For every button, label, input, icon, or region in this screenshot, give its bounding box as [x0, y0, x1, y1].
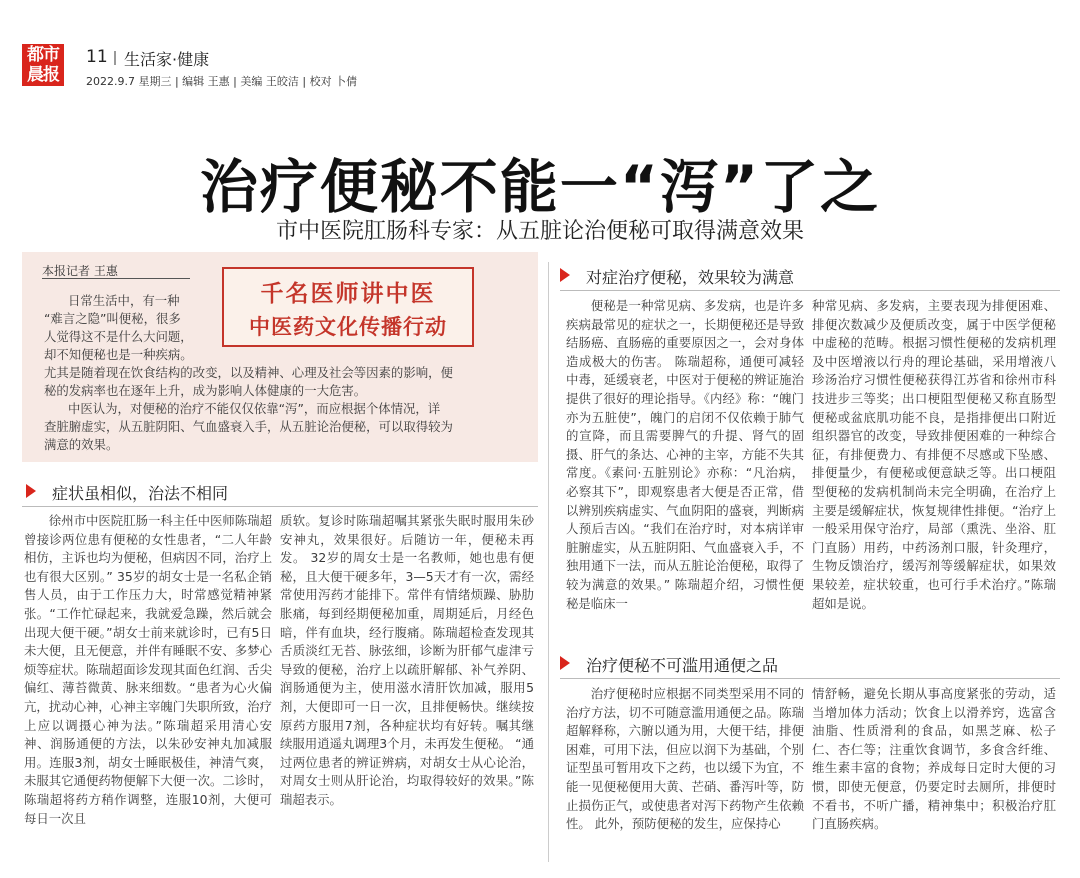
stamp-line-1: 千名医师讲中医	[260, 281, 436, 307]
lead-line: “难言之隐”叫便秘，很多	[44, 311, 181, 326]
section-marker	[26, 484, 36, 498]
newspaper-logo	[22, 44, 64, 86]
subheadline: 市中医院肛肠科专家：从五脏论治便秘可取得满意效果	[275, 219, 804, 244]
lead-line: 却不知便秘也是一种疾病。	[44, 347, 193, 362]
section-rule	[560, 678, 1060, 679]
body-column: 徐州市中医院肛肠一科主任中医师陈瑞超曾接诊两位患有便秘的女性患者，“二人年龄相仿，主诉也均为便秘，但病因不同，治疗上也有很大区别。” 35岁的胡女士是一名私企销售人员，由于工作压力大，时常感觉精神紧张。“工作忙碌起来，我就爱急躁，然后就会出现大便干硬。”胡女士前来就诊时，已有5日未大便，且无便意，并伴有睡眠不安、多梦心烦等症状。陈瑞超面诊发现其面色红润、舌尖偏红、薄苔微黄、脉来细数。“患者为心火偏亢，扰动心神，心神主宰魄门失职所致，治疗上应以调摄心神为法。”陈瑞超采用清心安神、润肠通便的方法，以朱砂安神丸加减服用。连服3剂，胡女士睡眠极佳，神清气爽，未服其它通便药物便解下大便一次。二诊时，陈瑞超将药方稍作调整，连服10剂，大便可每日一次且	[24, 513, 272, 826]
section-title: 对症治疗便秘，效果较为满意	[586, 268, 795, 287]
section-rule	[22, 506, 538, 507]
lead-line: 日常生活中，有一种	[68, 293, 180, 308]
logo-line-1: 都市	[27, 45, 59, 65]
headline: 治疗便秘不能一“泻”了之	[199, 153, 881, 221]
lead-line: 满意的效果。	[44, 437, 119, 452]
section-title: 症状虽相似，治法不相同	[52, 484, 229, 503]
section-marker	[560, 656, 570, 670]
campaign-stamp	[222, 267, 474, 347]
body-column: 便秘是一种常见病、多发病，也是许多疾病最常见的症状之一，长期便秘还是导致结肠癌、直肠癌的重要原因之一，会对身体造成极大的伤害。 陈瑞超称，通便可减轻中毒，延缓衰老，中医对于便秘的辨证施治提供了很好的理论指导。《内经》称：“魄门亦为五脏使”，魄门的启闭不仅依赖于肺气的宣降，而且需要脾气的升提、肾气的固摄、肝气的条达、心神的主宰，方能不失其常度。《素问·五脏别论》亦称：“凡治病，必察其下”，即观察患者大便是否正常，借以辨别疾病虚实、气血阴阳的盛衰，判断病人预后吉凶。“我们在治疗时，对本病详审脏腑虚实，从五脏阴阳、气血盛衰入手，不独用通下一法，而从五脏论治便秘，取得了较为满意的效果。” 陈瑞超介绍，习惯性便秘是临床一	[566, 298, 804, 611]
column-divider	[548, 262, 549, 862]
byline-rule	[42, 278, 190, 279]
section-rule	[560, 290, 1060, 291]
section-marker	[560, 268, 570, 282]
body-column: 质软。复诊时陈瑞超嘱其紧张失眠时服用朱砂安神丸，效果很好。后随访一年，便秘未再发。 32岁的周女士是一名教师，她也患有便秘，且大便干硬多年，3—5天才有一次，需经常使用泻药才能排下。常伴有情绪烦躁、胁肋胀痛，每到经期便秘加重，周期延后，月经色暗，伴有血块，经行腹痛。陈瑞超检查发现其舌质淡红无苔、脉弦细，诊断为肝郁气虚津亏导致的便秘，治疗上以疏肝解郁、补气养阴、润肠通便为主，使用滋水清肝饮加减，服用5剂，大便即可一日一次，且排便畅快。继续按原药方服用7剂，各种症状均有好转。嘱其继续服用逍遥丸调理3个月，未再发生便秘。 “通过两位患者的辨证辨病，对胡女士从心论治，对周女士则从肝论治，均取得较好的效果。”陈瑞超表示。	[280, 513, 534, 807]
logo-line-2: 晨报	[27, 65, 59, 85]
lead-line: 人觉得这不是什么大问题，	[44, 329, 193, 344]
body-column: 治疗便秘时应根据不同类型采用不同的治疗方法，切不可随意滥用通便之品。陈瑞超解释称，六腑以通为用，大便干结，排便困难，可用下法，但应以润下为基础，个别证型虽可暂用攻下之药，也以缓下为宜，不能一见便秘便用大黄、芒硝、番泻叶等，防止损伤正气，或使患者对泻下药物产生依赖性。 此外，预防便秘的发生，应保持心	[566, 686, 804, 832]
section-name: 生活家·健康	[124, 50, 210, 69]
lead-line: 查脏腑虚实，从五脏阴阳、气血盛衰入手，从五脏论治便秘，可以取得较为	[44, 419, 453, 434]
masthead-separator	[114, 51, 116, 65]
body-column: 种常见病、多发病，主要表现为排便困难、排便次数减少及便质改变，属于中医学便秘中虚秘的范畴。根据习惯性便秘的发病机理及中医增液以行舟的理论基础，采用增液八珍汤治疗习惯性便秘获得江苏省和徐州市科技进步三等奖；出口梗阻型便秘又称直肠型便秘或盆底肌功能不良，是指排便出口附近组织器官的改变，导致排便困难的一种综合征，有排便费力、有排便不尽感或下坠感、排便量少，有便秘或便意缺乏等。出口梗阻型便秘的发病机制尚未完全明确，在治疗上主要是缓解症状，恢复规律性排便。“治疗上一般采用保守治疗，局部（熏洗、坐浴、肛门直肠）用药，中药汤剂口服，针灸理疗，生物反馈治疗，缓泻剂等缓解症状，如果效果较差，症状较重，也可行手术治疗。”陈瑞超如是说。	[812, 298, 1056, 611]
page-number: 11	[86, 47, 108, 67]
byline: 本报记者 王惠	[42, 264, 118, 278]
lead-line: 尤其是随着现在饮食结构的改变，以及精神、心理及社会等因素的影响，便	[44, 365, 453, 380]
lead-line: 秘的发病率也在逐年上升，成为影响人体健康的一大危害。	[44, 383, 367, 398]
lead-line: 中医认为，对便秘的治疗不能仅仅依靠“泻”，而应根据个体情况，详	[68, 401, 441, 416]
body-column: 情舒畅，避免长期从事高度紧张的劳动，适当增加体力活动；饮食上以滑养窍，选富含油脂、性质滑利的食品，如黑芝麻、松子仁、杏仁等；注重饮食调节，多食含纤维、维生素丰富的食物；养成每日定时大便的习惯，即使无便意，仍要定时去厕所，排便时不看书，不听广播，精神集中；积极治疗肛门直肠疾病。	[812, 686, 1056, 832]
dateline: 2022.9.7 星期三 | 编辑 王惠 | 美编 王皎洁 | 校对 卜倩	[86, 75, 358, 88]
section-title: 治疗便秘不可滥用通便之品	[586, 656, 779, 675]
stamp-line-2: 中医药文化传播行动	[249, 315, 447, 339]
